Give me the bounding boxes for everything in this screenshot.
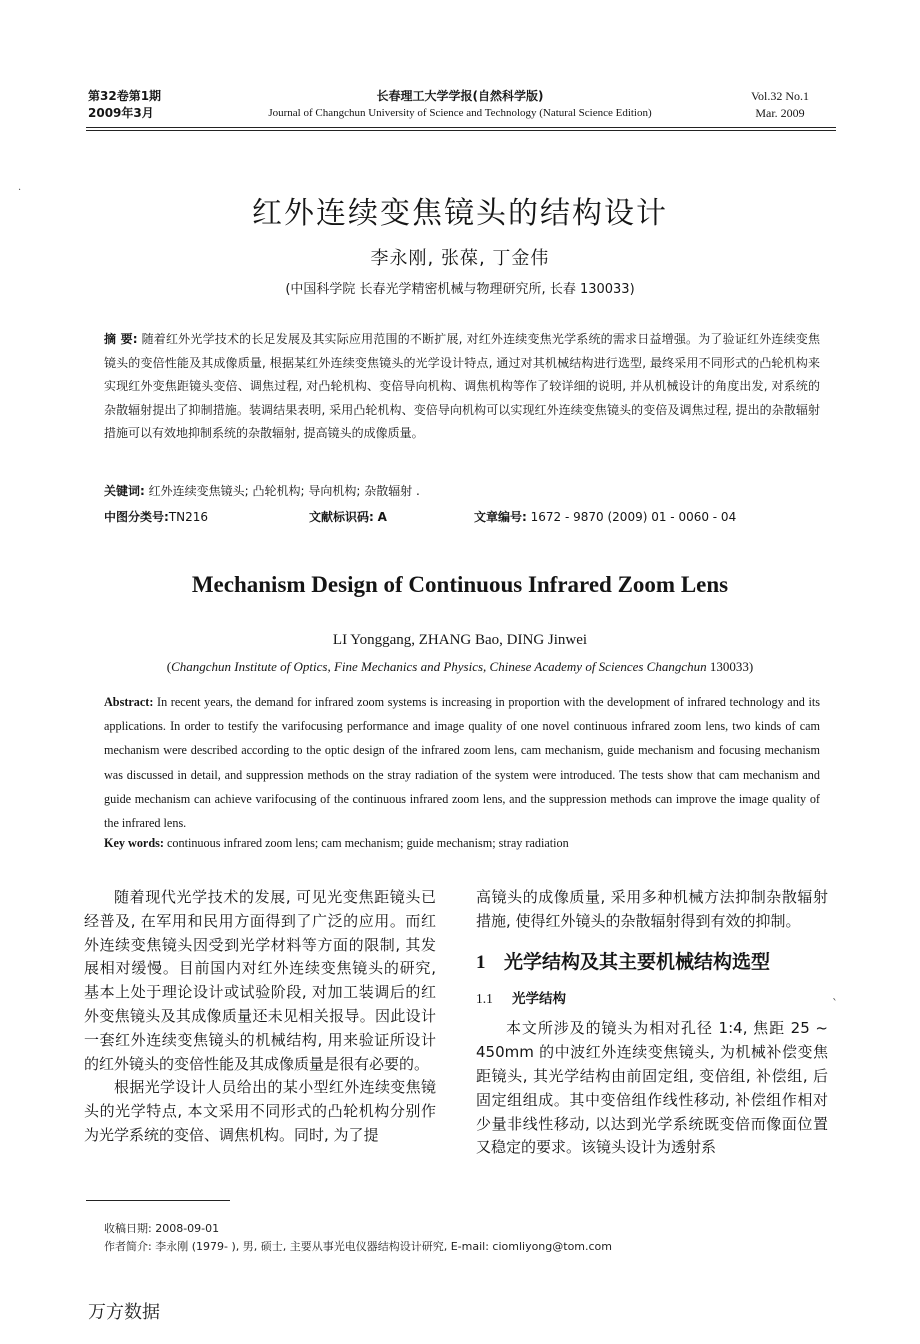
body-paragraph: 本文所涉及的镜头为相对孔径 1:4, 焦距 25 ~ 450mm 的中波红外连续变焦镜头, 为机械补偿变焦距镜头, 其光学结构由前固定组, 变倍组, 补偿组, 后固定组组成。其中变倍组作线性移动, 补偿组作相对少量非线性移动, 以达到光学系统既变倍而像面位置又稳定的要求。该镜头设计为透射系 [476,1019,828,1157]
header-rule-top [86,127,836,128]
classification-cn [104,508,736,525]
keywords-en-text: continuous infrared zoom lens; cam mechanism; guide mechanism; stray radiation [166,836,569,850]
footnote-received: 收稿日期: 2008-09-01 [104,1222,220,1235]
paper-title-en: Mechanism Design of Continuous Infrared Zoom Lens [191,572,729,597]
header-right [725,88,835,122]
abstract-cn-label: 摘 要: [104,332,138,346]
clc-value: TN216 [168,510,209,524]
abstract-cn [104,328,820,446]
keywords-cn-label: 关键词: [104,484,145,498]
article-number-value: 1672 - 9870 (2009) 01 - 0060 - 04 [530,510,737,524]
header-rule-bottom [86,130,836,131]
clc-label: 中图分类号: [104,510,169,524]
date-cn: 2009年3月 [88,106,154,120]
abstract-en-label: Abstract: [104,695,154,709]
affiliation-en-text: Changchun Institute of Optics, Fine Mechanics and Physics, Chinese Academy of Sciences Changchun [171,659,707,674]
section-title: 光学结构及其主要机械结构选型 [504,950,771,973]
body-paragraph: 高镜头的成像质量, 采用多种机械方法抑制杂散辐射措施, 使得红外镜头的杂散辐射得到有效的抑制。 [476,888,828,930]
clc-number [104,508,309,525]
body-paragraph: 随着现代光学技术的发展, 可见光变焦距镜头已经普及, 在军用和民用方面得到了广泛的应用。而红外连续变焦镜头因受到光学材料等方面的限制, 其发展相对缓慢。目前国内对红外连续变焦镜头的研究, 基本上处于理论设计或试验阶段, 对加工装调后的红外变焦镜头及其成像质量还未见相关报导。因此设计一套红外连续变焦镜头的机械结构, 用来验证所设计的红外镜头的变倍性能及其成像质量是很有必要的。 [84,888,436,1073]
header-left [88,88,161,122]
subsection-number: 1.1 [476,990,493,1006]
abstract-en-text: In recent years, the demand for infrared zoom systems is increasing in proportion with the development of infrared technology and its applications. In order to testify the varifocusing performance and image quality of one novel continuous infrared zoom lens, two kinds of cam mechanism were described according to the optic design of the infrared zoom lens, cam mechanism, guide mechanism and focusing mechanism was discussed in detail, and suppression methods on the stray radiation of the system were introduced. The tests show that cam mechanism and guide mechanism can achieve varifocusing of the continuous infrared zoom lens, and the suppression methods can improve the image quality of the infrared lens. [104,695,820,831]
subsection-heading [476,987,828,1012]
keywords-en-label: Key words: [104,836,164,850]
footnote-author-bio: 作者简介: 李永刚 (1979- ), 男, 硕士, 主要从事光电仪器结构设计研究, E-mail: ciomliyong@tom.com [104,1240,613,1253]
volume-issue-cn: 第32卷第1期 [88,89,162,103]
section-number: 1 [476,951,486,973]
affiliation-en-postcode: 130033 [709,659,749,674]
document-code-value: A [377,510,387,524]
keywords-en [104,836,820,851]
journal-name-en: Journal of Changchun University of Science and Technology (Natural Science Edition) [268,107,652,119]
keywords-cn-text: 红外连续变焦镜头; 凸轮机构; 导向机构; 杂散辐射 . [148,484,420,498]
body-column-right [476,886,828,1160]
section-heading [476,948,828,977]
abstract-cn-text: 随着红外光学技术的长足发展及其实际应用范围的不断扩展, 对红外连续变焦光学系统的需求日益增强。为了验证红外连续变焦镜头的变倍性能及其成像质量, 根据某红外连续变焦镜头的光学设计特点, 通过对其机械结构进行选型, 最终采用不同形式的凸轮机构来实现红外变焦距镜头变倍、调焦过程, 对凸轮机构、变倍导向机构、调焦机构等作了较详细的说明, 并从机械设计的角度出发, 对系统的杂散辐射提出了抑制措施。装调结果表明, 采用凸轮机构、变倍导向机构可以实现红外连续变焦镜头的变倍及调焦过程, 提出的杂散辐射措施可以有效地抑制系统的杂散辐射, 提高镜头的成像质量。 [104,332,820,440]
header-center [240,88,680,122]
scan-mark: ` [832,997,838,1011]
affiliation-en: (Changchun Institute of Optics, Fine Mechanics and Physics, Chinese Academy of Sciences Changchun 130033) [166,659,754,674]
document-code [309,508,474,525]
authors-en: LI Yonggang, ZHANG Bao, DING Jinwei [332,632,588,648]
paper-title-cn: 红外连续变焦镜头的结构设计 [252,196,668,231]
subsection-title: 光学结构 [512,990,566,1007]
authors-cn: 李永刚, 张葆, 丁金伟 [370,248,550,269]
date-en: Mar. 2009 [755,106,805,120]
body-paragraph: 根据光学设计人员给出的某小型红外连续变焦镜头的光学特点, 本文采用不同形式的凸轮机构分别作为光学系统的变倍、调焦机构。同时, 为了提 [84,1078,436,1144]
journal-name-cn: 长春理工大学学报(自然科学版) [376,89,544,103]
watermark: 万方数据 [88,1302,160,1323]
footnote-rule [86,1200,230,1201]
volume-issue-en: Vol.32 No.1 [750,89,810,103]
abstract-en [104,690,820,835]
body-column-left [84,886,436,1148]
affiliation-cn: (中国科学院 长春光学精密机械与物理研究所, 长春 130033) [285,282,635,297]
document-code-label: 文献标识码: [309,510,374,524]
scan-mark: · [18,185,22,196]
article-number [474,508,736,525]
keywords-cn [104,482,820,499]
article-number-label: 文章编号: [474,510,527,524]
